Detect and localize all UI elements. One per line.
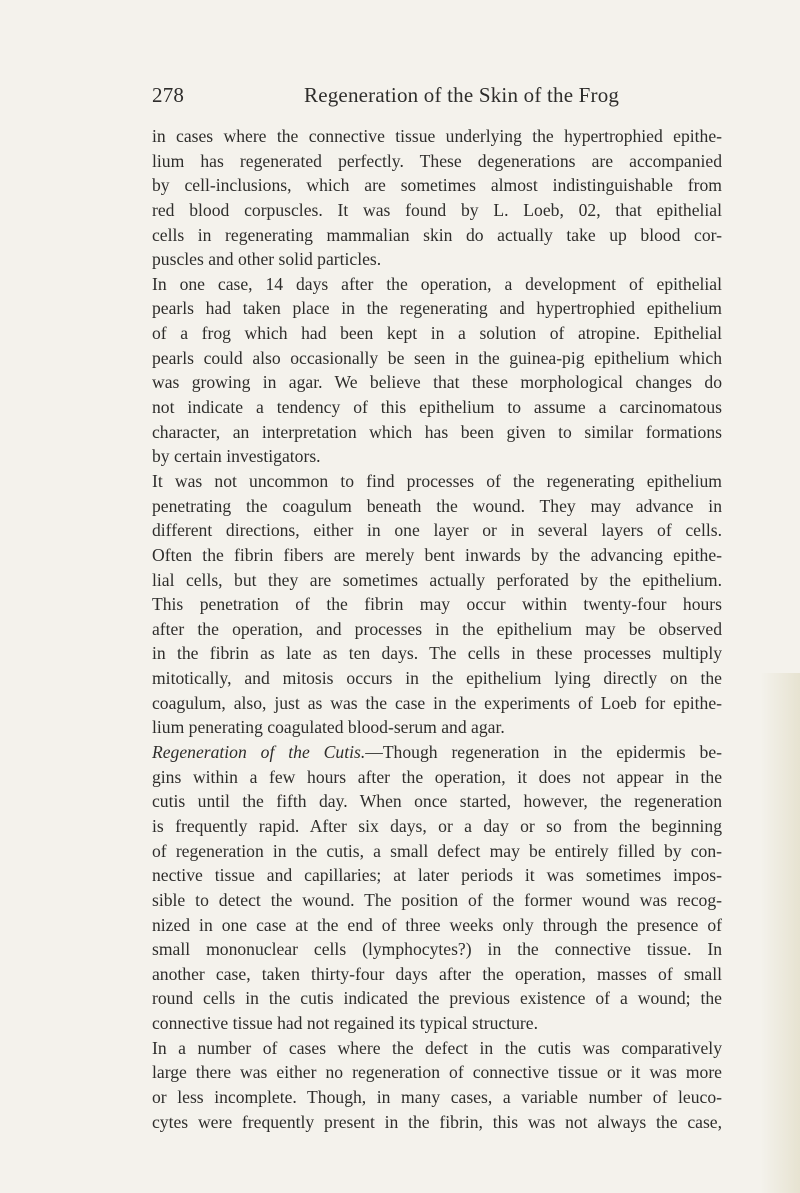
page-edge-shadow (760, 673, 800, 1193)
text-line: pearls had taken place in the regenerating and hypertrophied epithelium (152, 298, 722, 319)
text-line: puscles and other solid particles. (152, 249, 382, 270)
text-line: in cases where the connective tissue underlying the hypertrophied epithe- (152, 126, 722, 146)
text-line: gins within a few hours after the operation, it does not appear in the (152, 766, 722, 787)
text-line: nective tissue and capillaries; at later periods it was sometimes impos- (152, 865, 722, 886)
text-line: character, an interpretation which has been given to similar formations (152, 421, 722, 442)
text-line: or less incomplete. Though, in many cases, a variable number of leuco- (152, 1086, 722, 1107)
text-line: by cell-inclusions, which are sometimes almost indistinguishable from (152, 175, 722, 196)
text-line: large there was either no regeneration of connective tissue or it was more (152, 1062, 722, 1083)
text-line: lial cells, but they are sometimes actually perforated by the epithelium. (152, 569, 722, 590)
text-line: is frequently rapid. After six days, or a day or so from the beginning (152, 815, 722, 836)
text-line: connective tissue had not regained its typical structure. (152, 1013, 538, 1034)
text-line: small mononuclear cells (lymphocytes?) in the connective tissue. In (152, 939, 722, 960)
text-line: In one case, 14 days after the operation, a development of epithelial (152, 273, 722, 294)
running-head (152, 82, 712, 108)
text-line: lium has regenerated perfectly. These degenerations are accompanied (152, 150, 722, 171)
text-line: sible to detect the wound. The position of the former wound was recog- (152, 889, 722, 910)
text-line: coagulum, also, just as was the case in the experiments of Loeb for epithe- (152, 692, 722, 713)
page-number: 278 (152, 83, 185, 107)
text-line: lium penerating coagulated blood-serum and agar. (152, 717, 505, 738)
text-line: in the fibrin as late as ten days. The cells in these processes multiply (152, 643, 722, 664)
text-line: pearls could also occasionally be seen in the guinea-pig epithelium which (152, 347, 722, 368)
text-line: round cells in the cutis indicated the previous existence of a wound; the (152, 988, 722, 1009)
text-line: In a number of cases where the defect in the cutis was comparatively (152, 1037, 722, 1058)
text-line: nized in one case at the end of three weeks only through the presence of (152, 914, 722, 935)
text-line: another case, taken thirty-four days after the operation, masses of small (152, 963, 722, 984)
text-line: mitotically, and mitosis occurs in the epithelium lying directly on the (152, 668, 722, 689)
text-line: This penetration of the fibrin may occur within twenty-four hours (152, 594, 722, 615)
text-line: Often the fibrin fibers are merely bent inwards by the advancing epithe- (152, 544, 722, 565)
running-title: Regeneration of the Skin of the Frog (304, 83, 620, 107)
text-line: not indicate a tendency of this epithelium to assume a carcinomatous (152, 397, 722, 418)
text-line: It was not uncommon to find processes of the regenerating epithelium (152, 470, 722, 491)
text-line: of a frog which had been kept in a solution of atropine. Epithelial (152, 323, 722, 344)
text-line: cells in regenerating mammalian skin do actually take up blood cor- (152, 224, 722, 245)
text-line: penetrating the coagulum beneath the wound. They may advance in (152, 495, 722, 516)
text-line: after the operation, and processes in the epithelium may be observed (152, 618, 722, 639)
section-line (152, 740, 722, 765)
section-heading: Regeneration of the Cutis. (152, 742, 366, 763)
text-line: cytes were frequently present in the fibrin, this was not always the case, (152, 1111, 722, 1132)
text-line: —Though regeneration in the epidermis be- (365, 742, 722, 763)
body-text (152, 124, 722, 1134)
text-line: was growing in agar. We believe that these morphological changes do (152, 372, 722, 393)
text-line: red blood corpuscles. It was found by L. Loeb, 02, that epithelial (152, 199, 722, 220)
text-line: cutis until the fifth day. When once started, however, the regeneration (152, 791, 722, 812)
text-line: different directions, either in one layer or in several layers of cells. (152, 520, 722, 541)
text-line: of regeneration in the cutis, a small defect may be entirely filled by con- (152, 840, 722, 861)
text-line: by certain investigators. (152, 446, 321, 467)
